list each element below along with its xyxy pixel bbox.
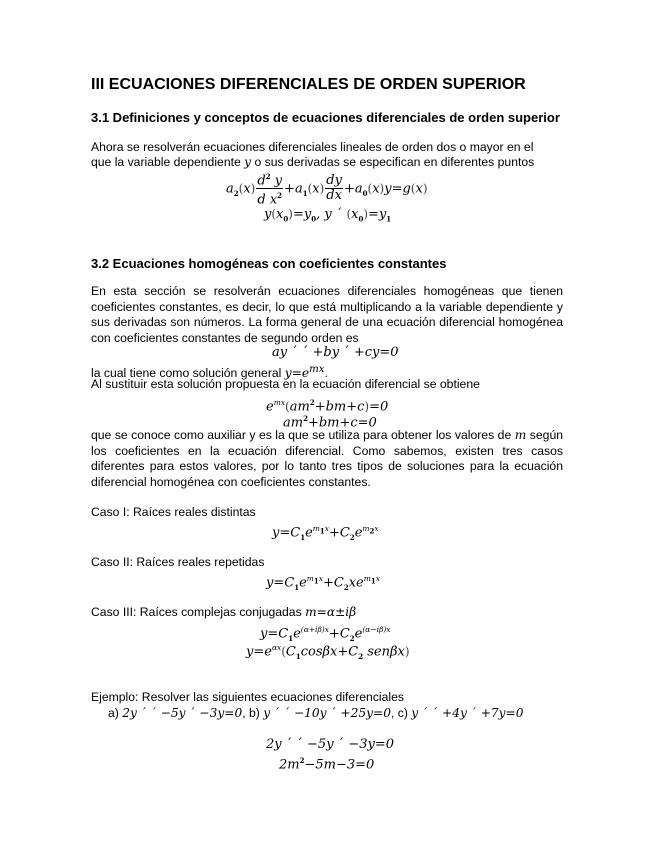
equation-auxiliary: $am^2+bm+c=0$	[283, 414, 377, 431]
example-a-equation: 2y ´ ´ −5y ´ −3y=0	[266, 737, 394, 752]
case-2-label: Caso II: Raíces reales repetidas	[91, 555, 265, 569]
equation-case-3a: $y=C_1e^{(\alpha+i\beta)x}+C_2e^{(\alpha-i\beta)x}$	[260, 625, 391, 643]
s32-aux-text-rest: según los coeficientes en la ecuación diferencial. Como sabemos, existen tres casos diferentes para estos valores, por lo tanto tres tipos de soluciones para la ecuación diferencial homogénea con coeficientes constantes.	[91, 428, 564, 489]
s31-text-line2a: que la variable dependiente	[91, 155, 241, 169]
s32-solution-text: la cual tiene como solución general	[91, 366, 282, 381]
example-label-c: c)	[397, 706, 408, 720]
equation-proposed-solution: $y=e^{mx}$	[284, 364, 325, 381]
section-3-1-heading: 3.1 Definiciones y conceptos de ecuaciones diferenciales de orden superior	[91, 110, 560, 125]
equation-case-2: $y=C_1e^{m_1x}+C_2xe^{m_1x}$	[266, 574, 380, 592]
equation-complex-roots: m=α±iβ	[305, 605, 357, 619]
case-3-label: Caso III: Raíces complejas conjugadas	[91, 605, 302, 619]
equation-homogeneous-form: ay ´ ´ +by ´ +cy=0	[272, 345, 399, 360]
example-a-auxiliary: $2m^2-5m-3=0$	[279, 756, 375, 773]
example-intro: Ejemplo: Resolver las siguientes ecuaciones diferenciales	[91, 690, 404, 704]
equation-initial-conditions: $y(x_0)=y_0$, y ´ $(x_0)=y_1$	[264, 207, 392, 224]
s32-paragraph: En esta sección se resolverán ecuaciones diferenciales homogéneas que tienen coeficientes constantes, es decir, lo que está multiplicando a la variable dependiente y sus derivadas son números. La forma general de una ecuación diferencial homogénea con coeficientes constantes de segundo orden es	[91, 284, 563, 345]
equation-case-1: $y=C_1e^{m_1x}+C_2e^{m_2x}$	[272, 524, 379, 542]
equation-substituted: $e^{mx}(am^2+bm+c)=0$	[266, 398, 389, 415]
s31-text-line1: Ahora se resolverán ecuaciones diferenciales lineales de orden dos o mayor en el	[91, 140, 534, 154]
section-3-2-heading: 3.2 Ecuaciones homogéneas con coeficientes constantes	[91, 256, 447, 271]
s31-text-line2b: o sus derivadas se especifican en diferentes puntos	[254, 155, 535, 169]
example-label-b: b)	[249, 706, 260, 720]
s32-substitute-text: Al sustituir esta solución propuesta en la ecuación diferencial se obtiene	[91, 377, 480, 391]
example-equation-c: y ´ ´ +4y ´ +7y=0	[411, 706, 524, 720]
example-label-a: a)	[108, 706, 119, 720]
s32-aux-text-start: que se conoce como auxiliar y es la que se utiliza para obtener los valores de	[91, 428, 512, 442]
case-3-line	[91, 605, 356, 620]
case-1-label: Caso I: Raíces reales distintas	[91, 505, 256, 519]
example-equation-a: 2y ´ ´ −5y ´ −3y=0	[122, 706, 243, 720]
s32-solution-line: la cual tiene como solución general $y=e^{mx}$.	[91, 364, 328, 381]
equation-case-3b: $y=e^{\alpha x}(C_1\cos\beta x+C_2$ senβx)	[246, 643, 410, 661]
document-title: III ECUACIONES DIFERENCIALES DE ORDEN SUPERIOR	[91, 76, 526, 93]
s32-aux-paragraph	[91, 428, 563, 490]
s32-aux-var: m	[514, 428, 527, 442]
equation-general-linear: $a_2(x)$ $\frac{d^2 y}{d x^2}$ $+a_1(x)$ $\frac{dy}{dx}$ $+a_0(x)y=g(x)$	[226, 172, 428, 208]
example-equations-line: a) 2y ´ ´ −5y ´ −3y=0, b) y ´ ´ −10y ´ +25y=0, c) y ´ ´ +4y ´ +7y=0	[108, 706, 524, 720]
s31-text-line2	[91, 155, 534, 170]
s31-text-var: y	[244, 155, 252, 169]
example-equation-b: y ´ ´ −10y ´ +25y=0	[263, 706, 391, 720]
